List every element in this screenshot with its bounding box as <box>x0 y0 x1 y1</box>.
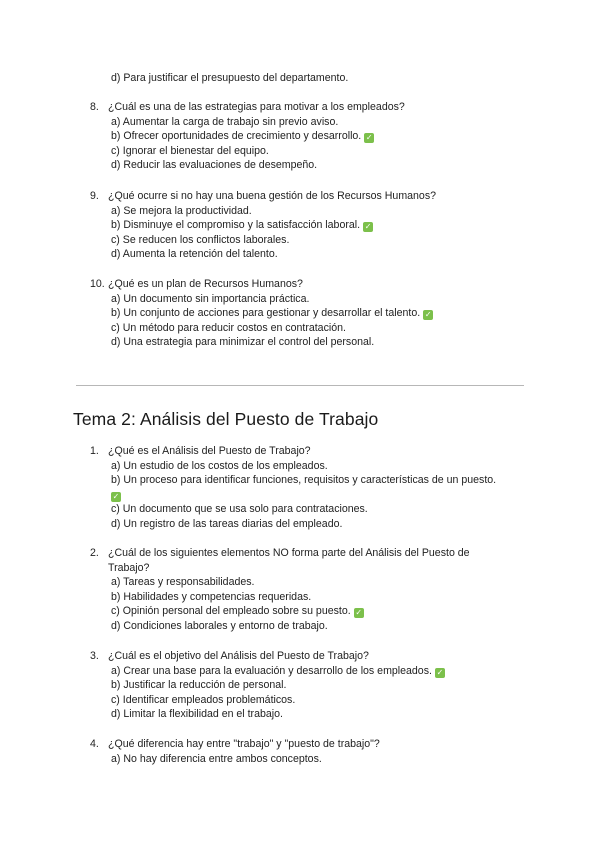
check-mark-icon: ✓ <box>365 133 373 143</box>
option-d: d) Reducir las evaluaciones de desempeño. <box>111 159 318 172</box>
horizontal-divider <box>76 385 524 386</box>
option-d: d) Para justificar el presupuesto del departamento. <box>111 72 349 84</box>
check-mark-icon: ✓ <box>436 667 444 677</box>
question-text: ¿Cuál es una de las estrategias para motivar a los empleados? <box>108 101 405 113</box>
check-mark-icon: ✓ <box>424 310 432 320</box>
question-1 <box>90 444 530 532</box>
option-d: d) Condiciones laborales y entorno de trabajo. <box>111 619 328 632</box>
question-text: ¿Qué ocurre si no hay una buena gestión de los Recursos Humanos? <box>108 190 437 202</box>
question-text: ¿Cuál es el objetivo del Análisis del Puesto de Trabajo? <box>108 650 369 662</box>
question-3 <box>90 649 530 722</box>
option-c: c) Ignorar el bienestar del equipo. <box>111 144 269 157</box>
option-text: b) Un conjunto de acciones para gestionar y desarrollar el talento. <box>111 307 421 320</box>
option-text: b) Ofrecer oportunidades de crecimiento y desarrollo. <box>111 130 362 143</box>
option-c: c) Un documento que se usa solo para contrataciones. <box>111 503 368 516</box>
check-mark-icon: ✓ <box>355 608 363 618</box>
option-a-correct <box>111 664 530 679</box>
option-a: a) Un estudio de los costos de los empleados. <box>111 459 328 472</box>
question-number: 1. <box>90 445 99 457</box>
check-mark-icon: ✓ <box>112 491 120 501</box>
option-a: a) Aumentar la carga de trabajo sin previo aviso. <box>111 115 339 128</box>
option-b-correct <box>111 473 530 502</box>
section-title: Tema 2: Análisis del Puesto de Trabajo <box>73 409 379 429</box>
option-text: b) Disminuye el compromiso y la satisfacción laboral. <box>111 219 361 232</box>
question-number: 4. <box>90 738 99 750</box>
option-text: c) Opinión personal del empleado sobre su puesto. <box>111 605 351 618</box>
question-fragment <box>90 71 530 86</box>
option-text: a) Crear una base para la evaluación y desarrollo de los empleados. <box>111 664 432 677</box>
option-a: a) No hay diferencia entre ambos conceptos. <box>111 752 322 765</box>
question-number: 8. <box>90 101 99 113</box>
option-b-correct <box>111 129 530 144</box>
question-text: ¿Qué es el Análisis del Puesto de Trabajo? <box>108 445 311 457</box>
option-d: d) Una estrategia para minimizar el control del personal. <box>111 336 375 349</box>
option-b: b) Justificar la reducción de personal. <box>111 679 287 692</box>
option-b: b) Habilidades y competencias requeridas. <box>111 590 312 603</box>
question-number: 3. <box>90 650 99 662</box>
option-a: a) Tareas y responsabilidades. <box>111 576 255 589</box>
check-mark-icon: ✓ <box>364 222 372 232</box>
question-8 <box>90 100 530 173</box>
option-c: c) Un método para reducir costos en contratación. <box>111 321 346 334</box>
option-c: c) Se reducen los conflictos laborales. <box>111 233 290 246</box>
question-text: ¿Qué es un plan de Recursos Humanos? <box>108 278 303 290</box>
option-text: b) Un proceso para identificar funciones, requisitos y características de un puesto. <box>111 474 497 487</box>
option-a: a) Un documento sin importancia práctica. <box>111 292 310 305</box>
question-2 <box>90 546 510 634</box>
question-text: ¿Cuál de los siguientes elementos NO forma parte del Análisis del Puesto de Trabajo? <box>108 547 470 574</box>
question-10 <box>90 277 530 350</box>
option-c-correct <box>111 604 510 619</box>
option-b-correct <box>111 218 530 233</box>
option-d: d) Un registro de las tareas diarias del empleado. <box>111 517 343 530</box>
question-text: ¿Qué diferencia hay entre "trabajo" y "puesto de trabajo"? <box>108 738 380 750</box>
option-d: d) Limitar la flexibilidad en el trabajo. <box>111 708 283 721</box>
question-4 <box>90 737 530 766</box>
option-c: c) Identificar empleados problemáticos. <box>111 693 296 706</box>
question-number: 9. <box>90 190 99 202</box>
option-d: d) Aumenta la retención del talento. <box>111 248 278 261</box>
option-b-correct <box>111 306 530 321</box>
question-number: 10. <box>90 278 105 290</box>
question-9 <box>90 189 530 262</box>
question-number: 2. <box>90 547 99 559</box>
option-a: a) Se mejora la productividad. <box>111 204 252 217</box>
